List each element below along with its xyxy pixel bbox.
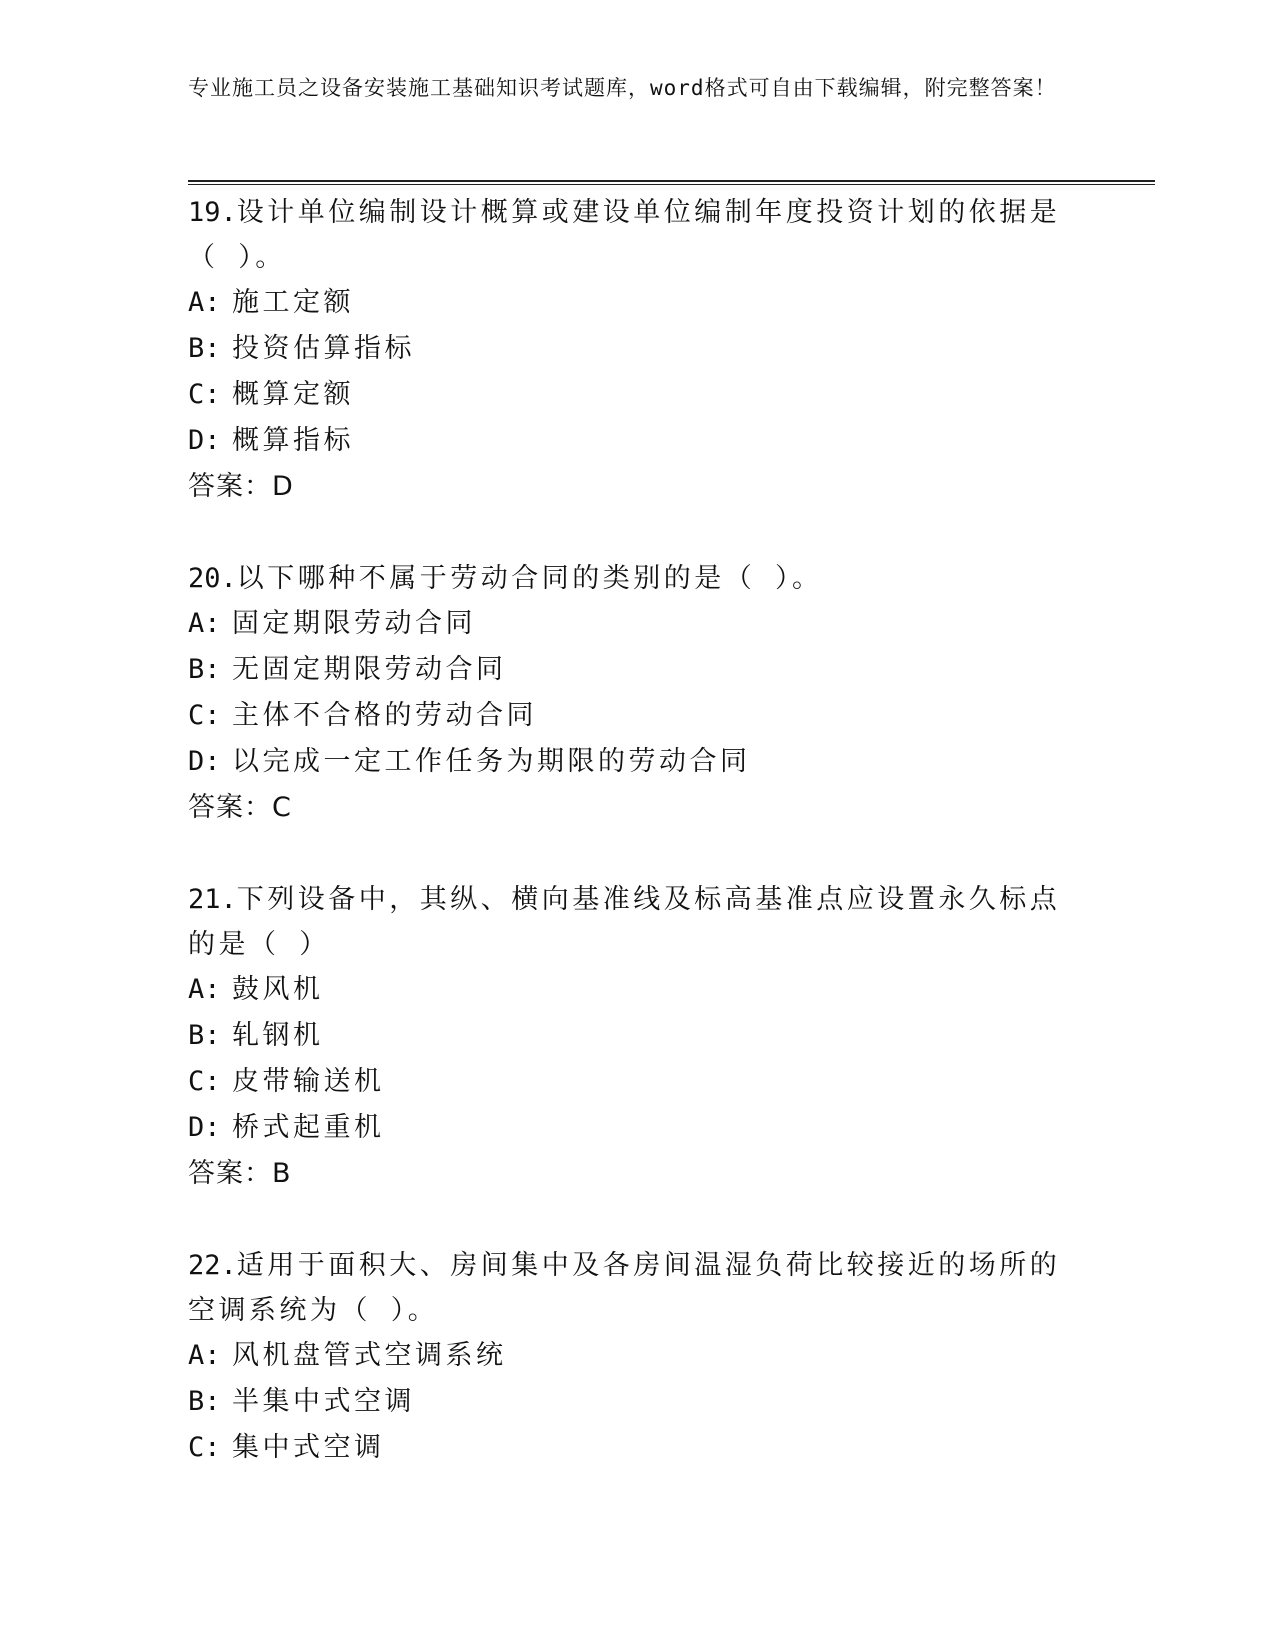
option-key: C: — [188, 700, 221, 731]
document-header: 专业施工员之设备安装施工基础知识考试题库，word格式可自由下载编辑，附完整答案！ — [188, 76, 1057, 100]
option-key: A: — [188, 974, 221, 1005]
question-stem — [188, 190, 1088, 280]
option-a — [188, 280, 1088, 326]
option-b — [188, 1013, 1088, 1059]
question-stem — [188, 877, 1088, 967]
option-b — [188, 647, 1088, 693]
header-rule-thin — [188, 184, 1155, 185]
question-text: 适用于面积大、房间集中及各房间温湿负荷比较接近的场所的空调系统为（ ）。 — [188, 1250, 1061, 1326]
option-text: 以完成一定工作任务为期限的劳动合同 — [232, 746, 751, 777]
option-key: D: — [188, 746, 221, 777]
option-key: D: — [188, 425, 221, 456]
option-d — [188, 418, 1088, 464]
answer-line: 答案：D — [188, 471, 294, 502]
question-number: 19. — [188, 197, 237, 228]
option-c — [188, 1059, 1088, 1105]
question-number: 20. — [188, 563, 237, 594]
answer-line: 答案：C — [188, 792, 292, 823]
question-number: 22. — [188, 1250, 237, 1281]
option-key: D: — [188, 1112, 221, 1143]
header-rule-thick — [188, 180, 1155, 182]
question-20 — [188, 556, 1088, 831]
option-key: A: — [188, 1340, 221, 1371]
option-c — [188, 1425, 1088, 1471]
question-22 — [188, 1243, 1088, 1471]
option-key: B: — [188, 333, 221, 364]
option-d — [188, 1105, 1088, 1151]
option-b — [188, 1379, 1088, 1425]
question-number: 21. — [188, 884, 237, 915]
option-text: 无固定期限劳动合同 — [232, 654, 507, 685]
option-b — [188, 326, 1088, 372]
option-d — [188, 739, 1088, 785]
option-text: 固定期限劳动合同 — [232, 608, 476, 639]
option-text: 鼓风机 — [232, 974, 324, 1005]
question-stem — [188, 1243, 1088, 1333]
question-stem — [188, 556, 1088, 601]
option-text: 集中式空调 — [232, 1432, 385, 1463]
question-text: 以下哪种不属于劳动合同的类别的是（ ）。 — [236, 563, 823, 594]
option-text: 概算指标 — [232, 425, 354, 456]
option-text: 皮带输送机 — [232, 1066, 385, 1097]
option-text: 半集中式空调 — [232, 1386, 415, 1417]
option-c — [188, 372, 1088, 418]
option-text: 施工定额 — [232, 287, 354, 318]
option-text: 轧钢机 — [232, 1020, 324, 1051]
option-key: C: — [188, 1066, 221, 1097]
option-key: B: — [188, 654, 221, 685]
answer-line: 答案：B — [188, 1158, 292, 1189]
option-key: B: — [188, 1020, 221, 1051]
option-key: A: — [188, 608, 221, 639]
option-text: 投资估算指标 — [232, 333, 415, 364]
question-21 — [188, 877, 1088, 1197]
question-list — [188, 190, 1088, 1517]
question-text: 设计单位编制设计概算或建设单位编制年度投资计划的依据是（ ）。 — [188, 197, 1061, 273]
question-19 — [188, 190, 1088, 510]
option-text: 风机盘管式空调系统 — [232, 1340, 507, 1371]
option-text: 主体不合格的劳动合同 — [232, 700, 537, 731]
option-key: C: — [188, 379, 221, 410]
option-a — [188, 967, 1088, 1013]
option-key: A: — [188, 287, 221, 318]
option-text: 概算定额 — [232, 379, 354, 410]
question-text: 下列设备中，其纵、横向基准线及标高基准点应设置永久标点的是（ ） — [188, 884, 1061, 960]
option-a — [188, 601, 1088, 647]
option-key: C: — [188, 1432, 221, 1463]
option-a — [188, 1333, 1088, 1379]
option-c — [188, 693, 1088, 739]
option-key: B: — [188, 1386, 221, 1417]
option-text: 桥式起重机 — [232, 1112, 385, 1143]
